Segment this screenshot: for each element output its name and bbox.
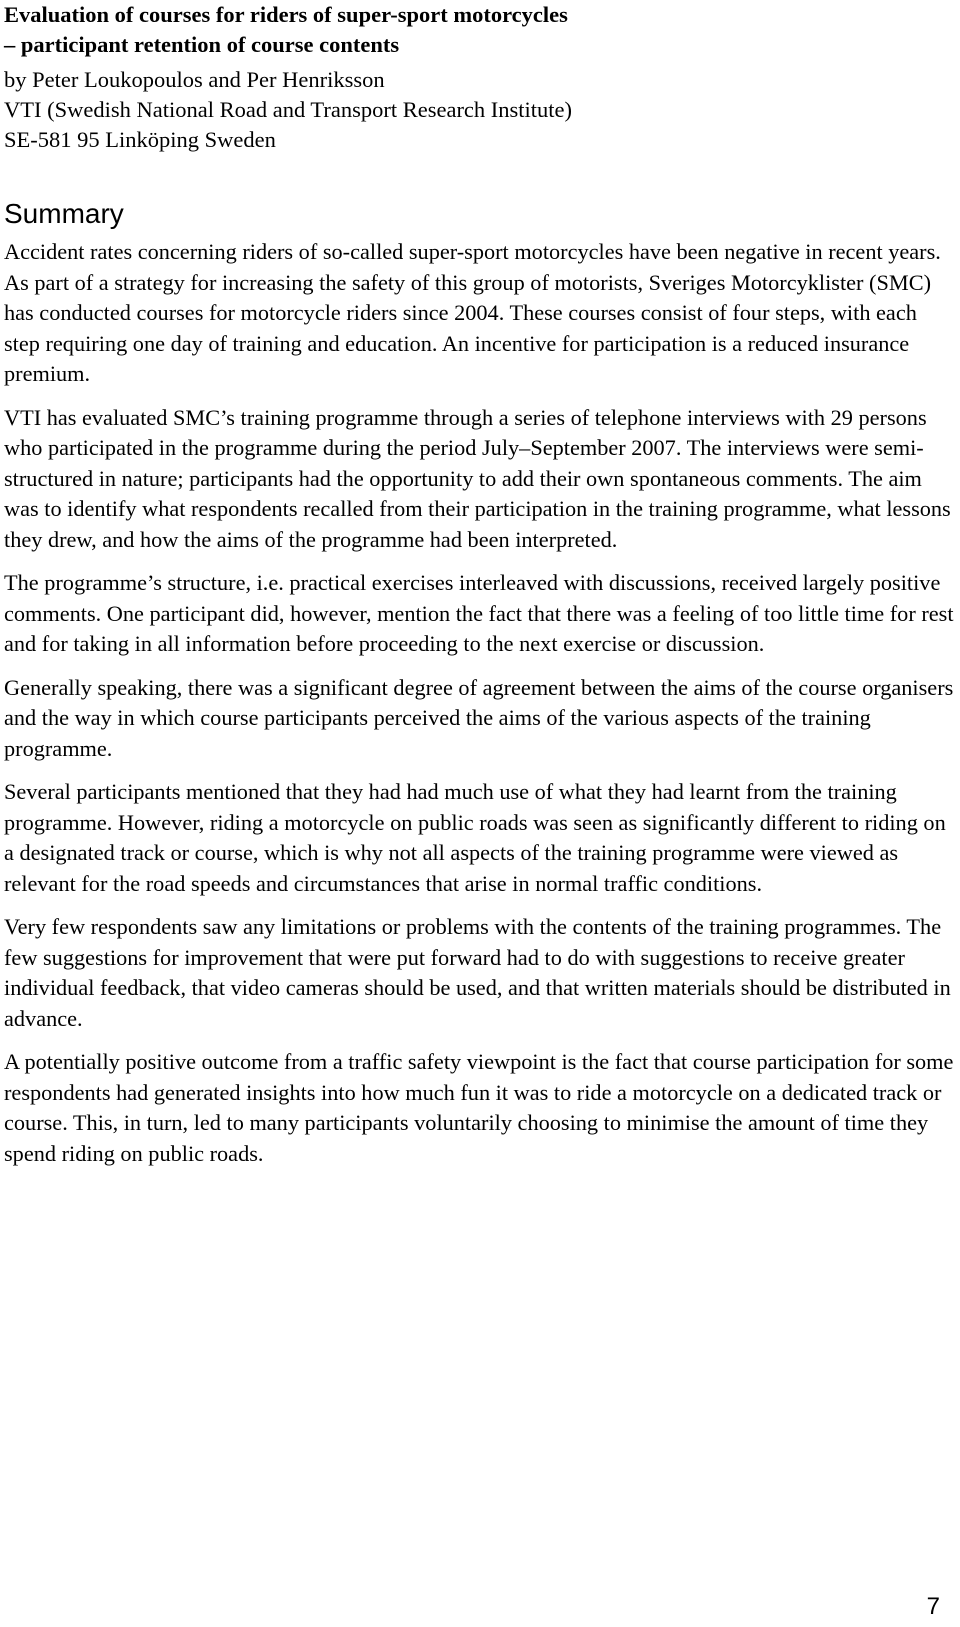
address: SE-581 95 Linköping Sweden bbox=[4, 127, 276, 152]
document-page bbox=[4, 0, 954, 1182]
summary-paragraph: VTI has evaluated SMC’s training programme through a series of telephone interviews with 29 persons who participated in the programme during the period July–September 2007. The interviews were semi-structured in nature; participants had the opportunity to add their own spontaneous comments. The aim was to identify what respondents recalled from their participation in the training programme, what lessons they drew, and how the aims of the programme had been interpreted. bbox=[4, 404, 951, 552]
summary-paragraph: A potentially positive outcome from a traffic safety viewpoint is the fact that course participation for some respondents had generated insights into how much fun it was to ride a motorcycle on a dedicated track or course. This, in turn, led to many participants voluntarily choosing to minimise the amount of time they spend riding on public roads. bbox=[4, 1049, 954, 1166]
page-number: 7 bbox=[926, 1593, 940, 1620]
section-heading-summary: Summary bbox=[4, 198, 124, 229]
summary-paragraph: Very few respondents saw any limitations or problems with the contents of the training programmes. The few suggestions for improvement that were put forward had to do with suggestions to receive greater individual feedback, that video cameras should be used, and that written materials should be distributed in advance. bbox=[4, 914, 951, 1031]
summary-paragraph: Generally speaking, there was a significant degree of agreement between the aims of the course organisers and the way in which course participants perceived the aims of the various aspects of the training programme. bbox=[4, 674, 954, 761]
summary-paragraph: The programme’s structure, i.e. practical exercises interleaved with discussions, received largely positive comments. One participant did, however, mention the fact that there was a feeling of too little time for rest and for taking in all information before proceeding to the next exercise or discussion. bbox=[4, 570, 954, 656]
byline bbox=[4, 65, 954, 155]
document-title bbox=[4, 0, 954, 60]
authors: by Peter Loukopoulos and Per Henriksson bbox=[4, 67, 385, 92]
title-line-1: Evaluation of courses for riders of super-sport motorcycles bbox=[4, 2, 568, 27]
institute: VTI (Swedish National Road and Transport Research Institute) bbox=[4, 97, 573, 122]
summary-paragraph: Accident rates concerning riders of so-called super-sport motorcycles have been negative in recent years. As part of a strategy for increasing the safety of this group of motorists, Sveriges Motorcyklister (SMC) has conducted courses for motorcycle riders since 2004. These courses consist of four steps, with each step requiring one day of training and education. An incentive for participation is a reduced insurance premium. bbox=[4, 239, 941, 386]
summary-paragraph: Several participants mentioned that they had had much use of what they had learnt from the training programme. However, riding a motorcycle on public roads was seen as significantly different to riding on a designated track or course, which is why not all aspects of the training programme were viewed as relevant for the road speeds and circumstances that arise in normal traffic conditions. bbox=[4, 779, 946, 896]
summary-body bbox=[4, 237, 954, 1169]
title-line-2: – participant retention of course contents bbox=[4, 32, 400, 57]
